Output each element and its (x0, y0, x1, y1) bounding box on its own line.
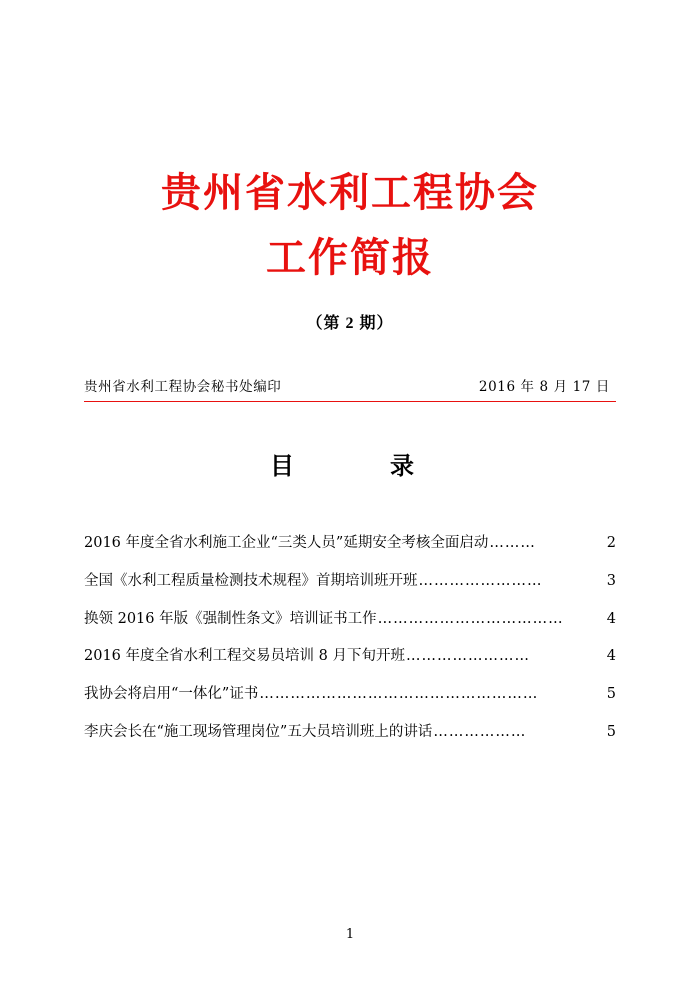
toc-entry-page: 4 (606, 648, 616, 665)
toc-entry-leader: ……………… (433, 723, 527, 740)
imprint-row (84, 375, 616, 401)
masthead-title-line2: 工作简报 (266, 234, 434, 281)
toc-entry-leader: ……………………………… (377, 610, 564, 627)
toc-entry-title: 2016 年度全省水利施工企业“三类人员”延期安全考核全面启动 (84, 535, 489, 551)
toc-entry-leader: …………………… (405, 648, 530, 665)
masthead (84, 0, 616, 333)
toc-entry-title: 2016 年度全省水利工程交易员培训 8 月下旬开班 (84, 648, 405, 665)
toc-entry-page: 5 (606, 723, 616, 740)
publication-date: 2016 年 8 月 17 日 (478, 379, 610, 395)
masthead-title-line1: 贵州省水利工程协会 (161, 169, 539, 216)
red-divider (84, 401, 616, 402)
toc-entry[interactable] (84, 646, 616, 668)
toc-entry-title: 李庆会长在“施工现场管理岗位”五大员培训班上的讲话 (84, 723, 433, 740)
publisher-label: 贵州省水利工程协会秘书处编印 (84, 379, 282, 395)
toc-entry-leader: ……… (489, 535, 536, 551)
toc-heading: 目 录 (270, 451, 430, 480)
toc-entry[interactable] (84, 609, 616, 631)
toc-entry[interactable] (84, 722, 616, 744)
toc-entry-page: 3 (606, 572, 616, 589)
toc-entry[interactable] (84, 533, 616, 555)
toc-entry-page: 2 (606, 535, 616, 551)
page-number: 1 (345, 927, 355, 942)
issue-number: （第 2 期） (306, 315, 394, 332)
toc-entry-leader: …………………… (418, 572, 543, 589)
toc-entry-title: 换领 2016 年版《强制性条文》培训证书工作 (84, 610, 377, 627)
toc-entry[interactable] (84, 571, 616, 593)
toc-list (84, 533, 616, 744)
toc-entry-page: 4 (606, 610, 616, 627)
toc-entry-leader: ……………………………………………… (259, 686, 539, 702)
toc-entry-title: 全国《水利工程质量检测技术规程》首期培训班开班 (84, 572, 418, 589)
toc-entry-title: 我协会将启用“一体化”证书 (84, 686, 259, 702)
toc-entry[interactable] (84, 684, 616, 706)
toc-entry-page: 5 (606, 686, 616, 702)
